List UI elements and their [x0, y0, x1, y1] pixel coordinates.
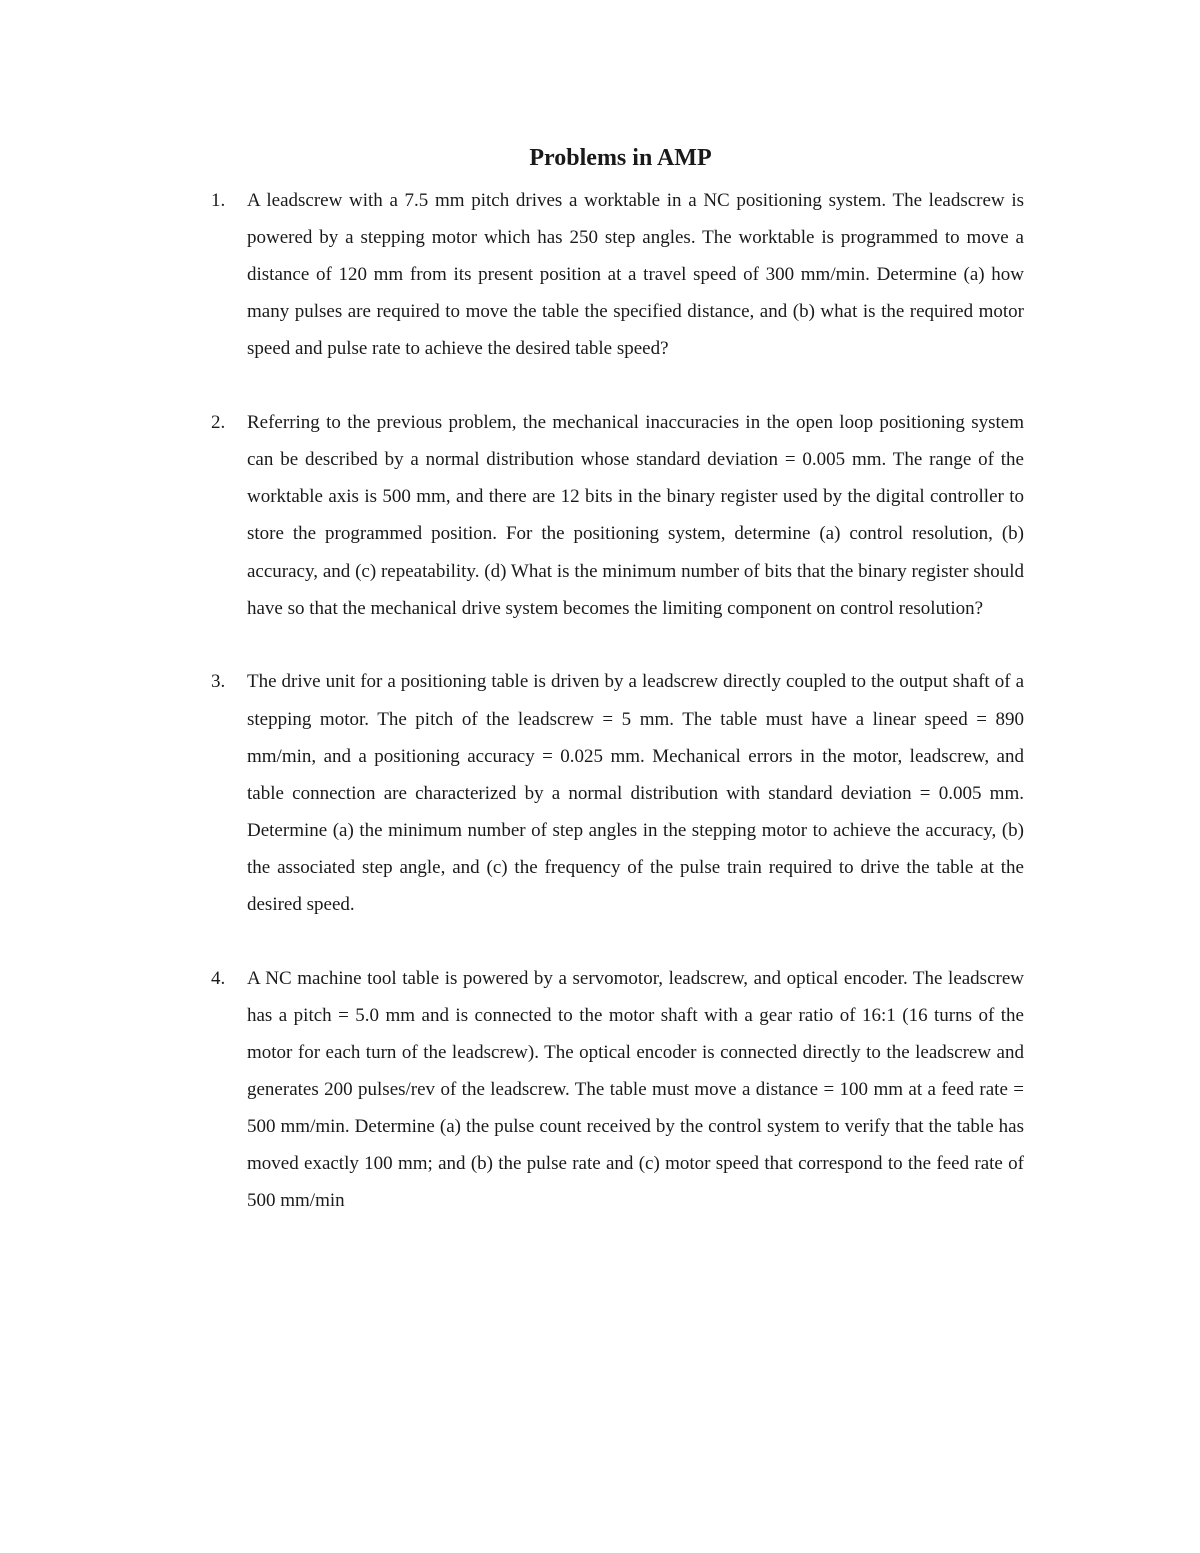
document-title: Problems in AMP [529, 145, 712, 171]
problem-list [211, 182, 1024, 1256]
problem-number: 3. [211, 671, 226, 693]
problem-text: Referring to the previous problem, the mechanical inaccuracies in the open loop positioning system can be described by a normal distribution whose standard deviation = 0.005 mm. The range of the worktable axis is 500 mm, and there are 12 bits in the binary register used by the digital controller to store the programmed position. For the positioning system, determine (a) control resolution, (b) accuracy, and (c) repeatability. (d) What is the minimum number of bits that the binary register should have so that the mechanical drive system becomes the limiting component on control resolution? [247, 412, 1024, 619]
problem-number: 4. [211, 967, 226, 989]
problem-item-2 [211, 404, 1024, 627]
problem-text: The drive unit for a positioning table is driven by a leadscrew directly coupled to the output shaft of a stepping motor. The pitch of the leadscrew = 5 mm. The table must have a linear speed = 890 mm/min, and a positioning accuracy = 0.025 mm. Mechanical errors in the motor, leadscrew, and table connection are characterized by a normal distribution with standard deviation = 0.005 mm. Determine (a) the minimum number of step angles in the stepping motor to achieve the accuracy, (b) the associated step angle, and (c) the frequency of the pulse train required to drive the table at the desired speed. [247, 671, 1024, 915]
problem-item-1 [211, 182, 1024, 367]
problem-item-4 [211, 960, 1024, 1220]
problem-text: A NC machine tool table is powered by a servomotor, leadscrew, and optical encoder. The leadscrew has a pitch = 5.0 mm and is connected to the motor shaft with a gear ratio of 16:1 (16 turns of the motor for each turn of the leadscrew). The optical encoder is connected directly to the leadscrew and generates 200 pulses/rev of the leadscrew. The table must move a distance = 100 mm at a feed rate = 500 mm/min. Determine (a) the pulse count received by the control system to verify that the table has moved exactly 100 mm; and (b) the pulse rate and (c) motor speed that correspond to the feed rate of 500 mm/min [247, 967, 1024, 1212]
problem-number: 1. [211, 190, 226, 211]
problem-item-3 [211, 663, 1024, 923]
problem-text: A leadscrew with a 7.5 mm pitch drives a worktable in a NC positioning system. The leadscrew is powered by a stepping motor which has 250 step angles. The worktable is programmed to move a distance of 120 mm from its present position at a travel speed of 300 mm/min. Determine (a) how many pulses are required to move the table the specified distance, and (b) what is the required motor speed and pulse rate to achieve the desired table speed? [247, 190, 1024, 360]
problem-number: 2. [211, 412, 226, 434]
